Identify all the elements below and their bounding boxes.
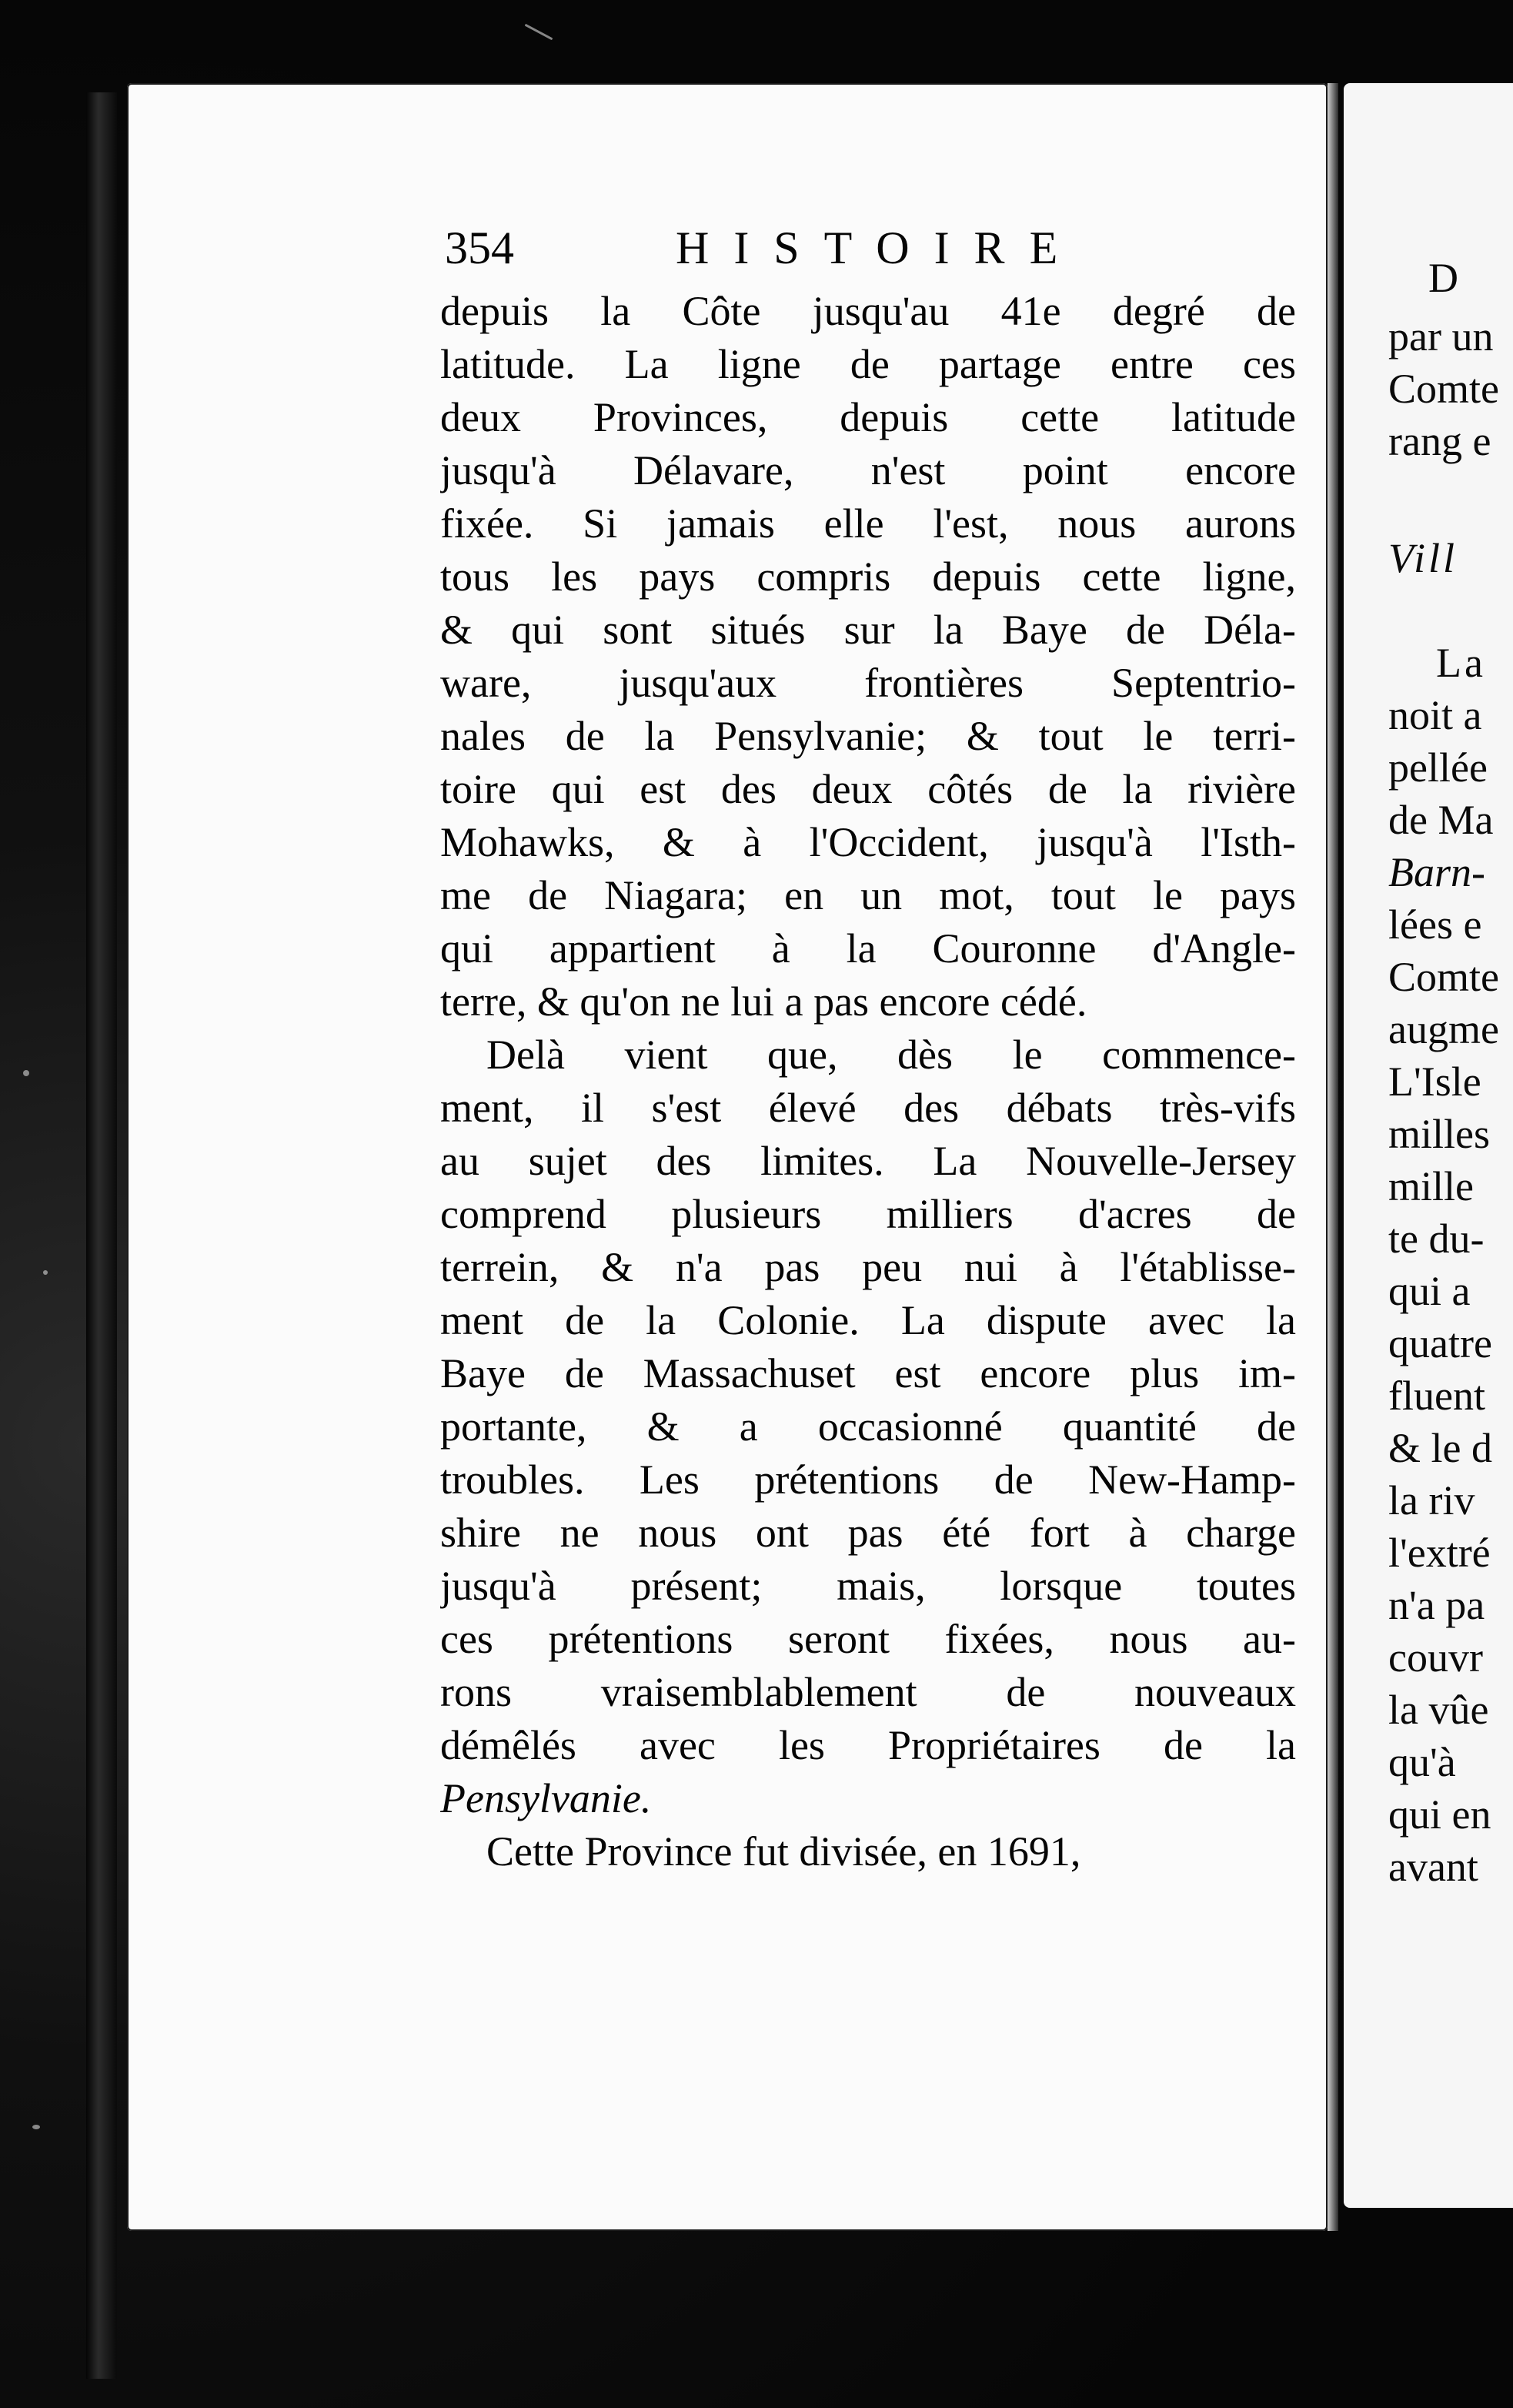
right-page-fragment: L'Isle: [1388, 1059, 1481, 1105]
text-line: jusqu'à présent; mais, lorsque toutes: [440, 1563, 1296, 1609]
right-page-fragment: & le d: [1388, 1425, 1492, 1471]
text-line: Pensylvanie.: [440, 1775, 652, 1821]
text-line: Delà vient que, dès le commence-: [486, 1032, 1296, 1078]
text-line: jusqu'à Délavare, n'est point encore: [440, 447, 1296, 493]
text-line: ware, jusqu'aux frontières Septentrio-: [440, 660, 1296, 706]
right-page-fragment: Vill: [1388, 535, 1458, 581]
dust-speck: [23, 1070, 29, 1076]
right-page-fragment: quatre: [1388, 1320, 1492, 1366]
text-line: ment, il s'est élevé des débats très-vifs: [440, 1085, 1296, 1131]
text-line: portante, & a occasionné quantité de: [440, 1403, 1296, 1450]
text-line: terrein, & n'a pas peu nui à l'établisse-: [440, 1244, 1296, 1290]
right-page-fragment: noit a: [1388, 692, 1482, 738]
right-page-fragment: couvr: [1388, 1634, 1483, 1681]
text-line: ces prétentions seront fixées, nous au-: [440, 1616, 1296, 1662]
text-line: démêlés avec les Propriétaires de la: [440, 1722, 1296, 1768]
right-page-fragment: Barn-: [1388, 849, 1485, 895]
text-line: toire qui est des deux côtés de la rivière: [440, 766, 1296, 812]
running-title: HISTOIRE: [676, 222, 1083, 273]
text-line: fixée. Si jamais elle l'est, nous aurons: [440, 500, 1296, 547]
text-line: rons vraisemblablement de nouveaux: [440, 1669, 1296, 1715]
text-line: Cette Province fut divisée, en 1691,: [486, 1828, 1081, 1875]
right-page-fragment: n'a pa: [1388, 1582, 1485, 1628]
dust-speck: [43, 1270, 48, 1275]
text-line: depuis la Côte jusqu'au 41e degré de: [440, 288, 1296, 334]
text-line: tous les pays compris depuis cette ligne,: [440, 554, 1296, 600]
right-page-fragment: te du-: [1388, 1216, 1485, 1262]
page-header: [445, 222, 1291, 288]
right-page-fragment: de Ma: [1388, 797, 1494, 843]
right-page-fragment: qui a: [1388, 1268, 1471, 1314]
text-line: Baye de Massachuset est encore plus im-: [440, 1350, 1296, 1396]
body-text: [440, 285, 1296, 1878]
text-line: ment de la Colonie. La dispute avec la: [440, 1297, 1296, 1343]
right-page-fragment: la riv: [1388, 1477, 1475, 1523]
right-page-fragment: avant: [1388, 1844, 1478, 1890]
text-line: troubles. Les prétentions de New-Hamp-: [440, 1457, 1296, 1503]
text-line: latitude. La ligne de partage entre ces: [440, 341, 1296, 387]
right-page-fragment: lées e: [1388, 901, 1482, 948]
dust-speck: [32, 2125, 40, 2129]
right-page-fragment: augme: [1388, 1006, 1499, 1052]
right-page-fragment: D: [1428, 255, 1461, 301]
text-line: deux Provinces, depuis cette latitude: [440, 394, 1296, 440]
page-edge: [1328, 83, 1338, 2231]
text-line: me de Niagara; en un mot, tout le pays: [440, 872, 1296, 918]
right-page-fragment: par un: [1388, 313, 1494, 360]
text-line: au sujet des limites. La Nouvelle-Jersey: [440, 1138, 1296, 1184]
text-line: Mohawks, & à l'Occident, jusqu'à l'Isth-: [440, 819, 1296, 865]
right-page-fragment: Comte: [1388, 366, 1499, 412]
right-page-fragment: Comte: [1388, 954, 1499, 1000]
right-page-fragment: rang e: [1388, 418, 1491, 464]
text-line: & qui sont situés sur la Baye de Déla-: [440, 607, 1296, 653]
text-line: shire ne nous ont pas été fort à charge: [440, 1510, 1296, 1556]
page-number: 354: [445, 222, 514, 273]
right-page-fragment: pellée: [1388, 744, 1488, 791]
right-page-fragment: qui en: [1388, 1791, 1491, 1838]
right-page-fragment: la vûe: [1388, 1687, 1489, 1733]
right-page-fragment: La: [1436, 640, 1486, 686]
text-line: qui appartient à la Couronne d'Angle-: [440, 925, 1296, 972]
right-page-fragment: fluent: [1388, 1373, 1485, 1419]
text-line: nales de la Pensylvanie; & tout le terri-: [440, 713, 1296, 759]
right-page: [1344, 83, 1513, 2208]
text-line: terre, & qu'on ne lui a pas encore cédé.: [440, 978, 1087, 1025]
right-page-fragment: l'extré: [1388, 1530, 1491, 1576]
right-page-fragment: milles: [1388, 1111, 1490, 1157]
right-page-fragment: qu'à: [1388, 1739, 1456, 1785]
text-line: comprend plusieurs milliers d'acres de: [440, 1191, 1296, 1237]
right-page-fragment: mille: [1388, 1163, 1474, 1209]
book-spine: [86, 92, 117, 2379]
